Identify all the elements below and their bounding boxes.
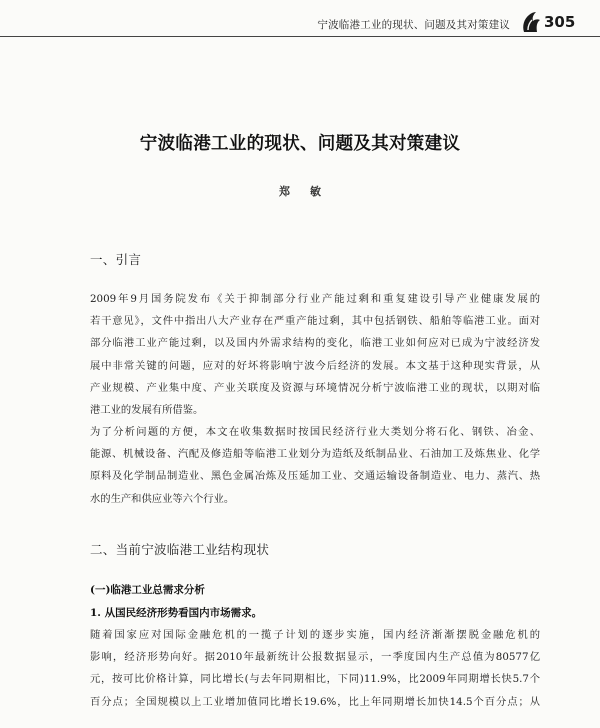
text-line: 港工业的发展有所借鉴。 [90, 404, 204, 417]
text-line: 展中非常关键的问题，应对的好坏将影响宁波今后经济的发展。本文基于这种现实背景，从 [90, 359, 540, 372]
text-line: 部分临港工业产能过剩，以及国内外需求结构的变化，临港工业如何应对已成为宁波经济发 [90, 337, 540, 350]
page-number: 305 [544, 13, 576, 31]
running-header [0, 0, 600, 40]
article-author: 郑敏 [279, 185, 341, 198]
text-line: 影响，经济形势向好。据2010年最新统计公报数据显示，一季度国内生产总值为80577亿 [90, 651, 540, 664]
text-line: 能源、机械设备、汽配及修造船等临港工业划分为造纸及纸制品业、石油加工及炼焦业、化学 [90, 448, 540, 461]
text-line: 百分点；全国规模以上工业增加值同比增长19.6%，比上年同期增长加快14.5个百分点；从 [90, 695, 540, 708]
running-title: 宁波临港工业的现状、问题及其对策建议 [317, 19, 510, 31]
subsection-heading: (一)临港工业总需求分析 [90, 584, 205, 596]
text-line: 产业规模、产业集中度、产业关联度及资源与环境情况分析宁波临港工业的现状，以期对临 [90, 381, 540, 394]
section-heading-status: 二、当前宁波临港工业结构现状 [90, 542, 270, 557]
text-line: 为了分析问题的方便，本文在收集数据时按国民经济行业大类划分将石化、钢铁、冶金、 [90, 426, 540, 438]
text-line: 水的生产和供应业等六个行业。 [90, 492, 235, 505]
paragraph-intro-2 [90, 421, 540, 510]
text-line: 2009年9月国务院发布《关于抑制部分行业产能过剩和重复建设引导产业健康发展的 [90, 293, 540, 305]
paragraph-status-1 [90, 624, 540, 713]
text-line: 随着国家应对国际金融危机的一揽子计划的逐步实施，国内经济渐渐摆脱金融危机的 [90, 629, 540, 641]
section-heading-intro: 一、引言 [90, 252, 142, 267]
text-line: 若干意见》，文件中指出八大产业存在严重产能过剩，其中包括钢铁、船舶等临港工业。面对 [90, 315, 540, 328]
header-rule [0, 36, 600, 37]
paragraph-intro-1 [90, 288, 540, 421]
text-line: 元，按可比价格计算，同比增长(与去年同期相比，下同)11.9%，比2009年同期增长快5.7个 [90, 673, 540, 686]
article-title: 宁波临港工业的现状、问题及其对策建议 [139, 134, 461, 154]
journal-emblem-icon [520, 10, 542, 34]
text-line: 原料及化学制品制造业、黑色金属冶炼及压延加工业、交通运输设备制造业、电力、蒸汽、热 [90, 470, 540, 483]
subsubsection-heading: 1. 从国民经济形势看国内市场需求。 [90, 607, 263, 619]
